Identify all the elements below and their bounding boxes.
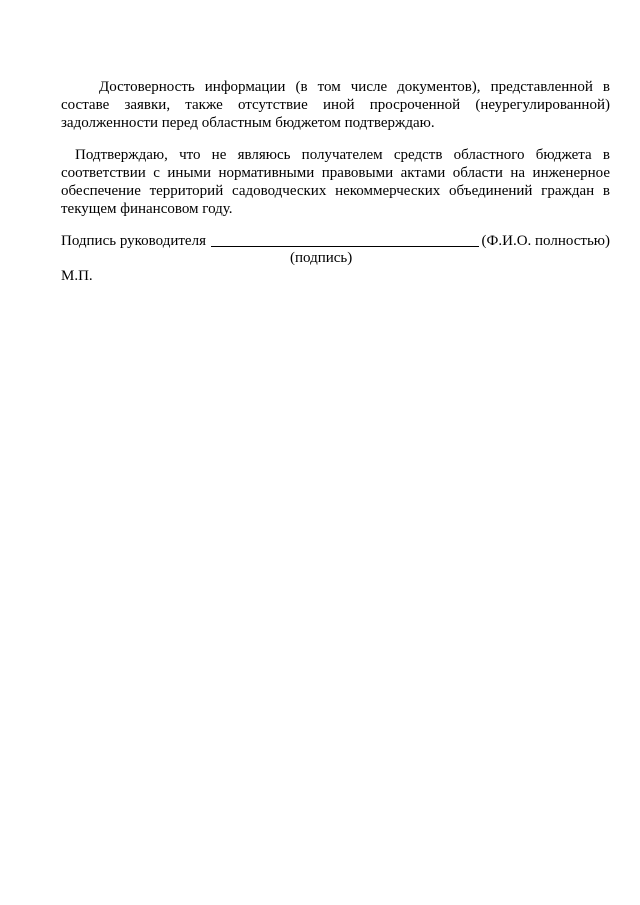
signature-row xyxy=(61,232,610,250)
non-recipient-paragraph: Подтверждаю, что не являюсь получателем средств областного бюджета в соответствии с иными нормативными правовыми актами области на инженерное обеспечение территорий садоводческих некоммерческих объединений граждан в текущем финансовом году. xyxy=(61,147,610,217)
full-name-hint: (Ф.И.О. полностью) xyxy=(481,233,610,249)
signature-line xyxy=(211,232,479,247)
stamp-placeholder: М.П. xyxy=(61,268,93,284)
confirmation-paragraph: Достоверность информации (в том числе документов), представленной в составе заявки, также отсутствие иной просроченной (неурегулированной) задолженности перед областным бюджетом подтверждаю. xyxy=(61,79,610,131)
signature-label: Подпись руководителя xyxy=(61,233,206,249)
signature-caption: (подпись) xyxy=(290,250,353,266)
